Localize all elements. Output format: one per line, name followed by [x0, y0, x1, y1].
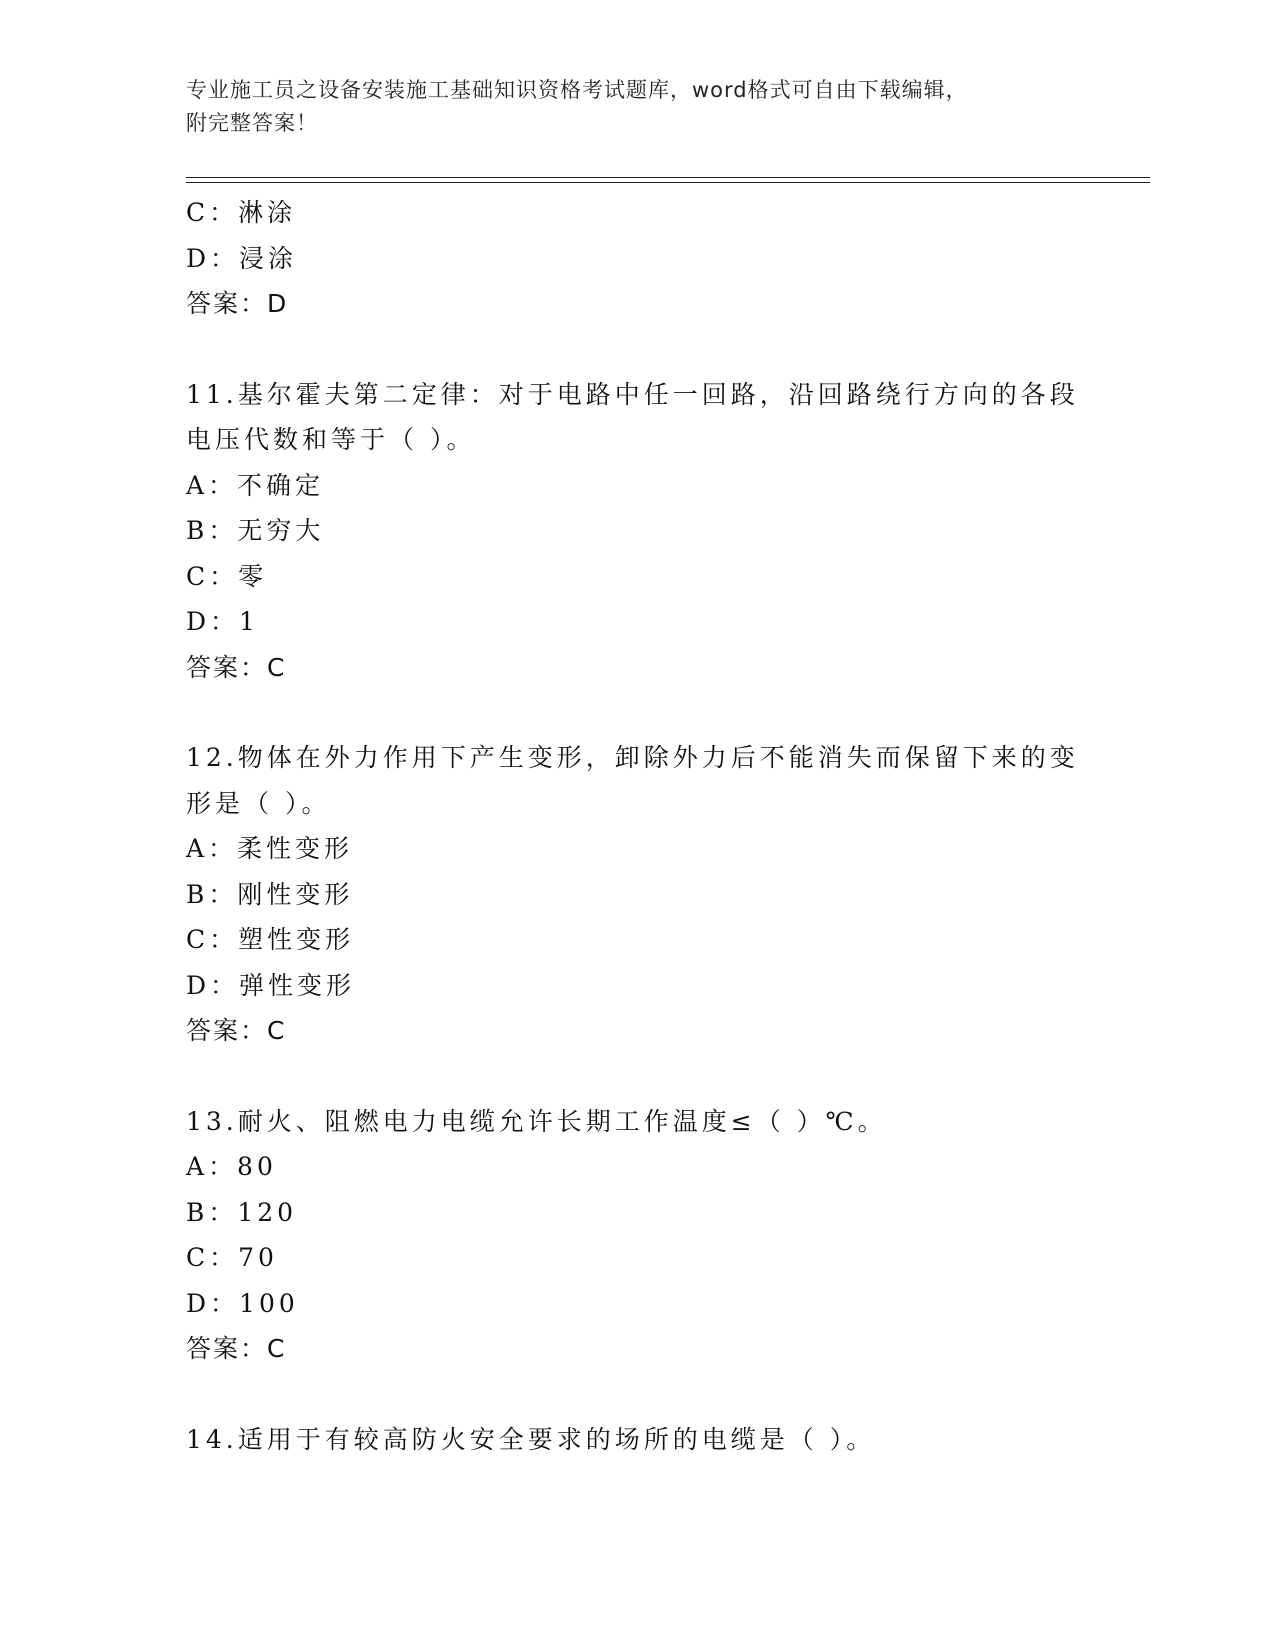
- question-stem: 13.耐火、阻燃电力电缆允许长期工作温度≤（ ）℃。: [186, 1106, 887, 1136]
- option-d: D：浸涂: [186, 243, 298, 273]
- option-b: B：无穷大: [186, 516, 325, 545]
- question-stem: 12.物体在外力作用下产生变形，卸除外力后不能消失而保留下来的变: [186, 743, 1079, 772]
- spacer: [186, 1372, 1086, 1417]
- option-c: C：70: [186, 1243, 278, 1272]
- question-stem: 14.适用于有较高防火安全要求的场所的电缆是（ ）。: [186, 1424, 876, 1454]
- option-c: C：零: [186, 561, 268, 591]
- option-a: A：不确定: [186, 470, 325, 500]
- header-line-2: 附完整答案！: [186, 111, 318, 135]
- option-a: A：80: [186, 1152, 277, 1181]
- option-d: D：弹性变形: [186, 970, 356, 1000]
- option-c: C：塑性变形: [186, 925, 355, 954]
- answer-line: 答案：C: [186, 1016, 287, 1045]
- spacer: [186, 690, 1086, 735]
- header-divider-top: [186, 177, 1150, 178]
- page-header: [186, 74, 1066, 140]
- option-a: A：柔性变形: [186, 834, 354, 863]
- header-divider-bottom: [186, 182, 1150, 183]
- answer-line: 答案：D: [186, 289, 289, 318]
- header-line-1: 专业施工员之设备安装施工基础知识资格考试题库，word格式可自由下载编辑，: [186, 78, 968, 102]
- question-stem: 11.基尔霍夫第二定律：对于电路中任一回路，沿回路绕行方向的各段: [186, 379, 1079, 409]
- question-content: [186, 190, 1086, 1462]
- option-b: B：刚性变形: [186, 879, 354, 909]
- option-c: C：淋涂: [186, 198, 297, 227]
- spacer: [186, 1054, 1086, 1099]
- option-d: D：100: [186, 1288, 299, 1318]
- question-13: [186, 1099, 1086, 1372]
- question-stem-continued: 形是（ ）。: [186, 788, 331, 818]
- question-11: [186, 372, 1086, 691]
- option-d: D：1: [186, 607, 259, 636]
- question-12: [186, 735, 1086, 1054]
- question-14: [186, 1417, 1086, 1463]
- spacer: [186, 327, 1086, 372]
- answer-line: 答案：C: [186, 1334, 287, 1363]
- option-b: B：120: [186, 1197, 298, 1227]
- question-stem-continued: 电压代数和等于（ ）。: [186, 425, 476, 454]
- answer-line: 答案：C: [186, 652, 287, 682]
- question-partial: [186, 190, 1086, 327]
